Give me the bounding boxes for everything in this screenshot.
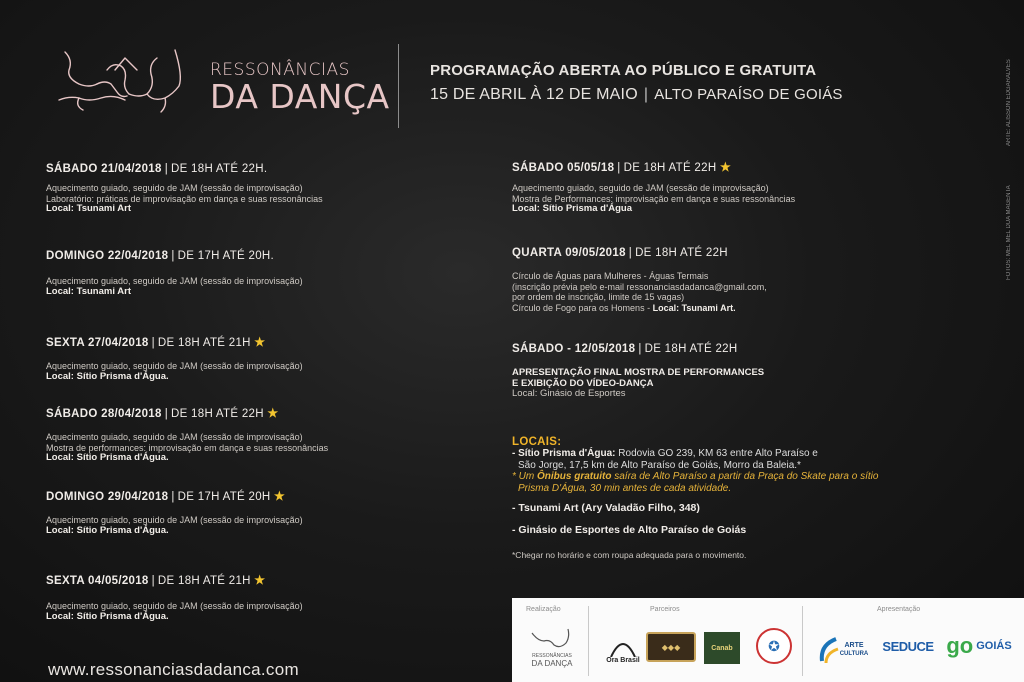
event-day: DOMINGO 29/04/2018 bbox=[46, 491, 169, 503]
brand-title bbox=[210, 60, 390, 116]
logo-brand-line1: RESSONÂNCIAS bbox=[532, 652, 572, 659]
onibus-bold: Ônibus gratuito bbox=[537, 471, 612, 482]
event-3 bbox=[46, 335, 476, 382]
star-icon: ★ bbox=[254, 335, 266, 349]
event-line: Mostra de performances: improvisação em dança e suas ressonâncias bbox=[46, 442, 329, 453]
event-time: DE 18H ATÉ 22H. bbox=[170, 163, 268, 175]
headline: PROGRAMAÇÃO ABERTA AO PÚBLICO E GRATUITA bbox=[430, 62, 817, 79]
seal-icon: ✪ bbox=[768, 637, 780, 654]
event-heading: SÁBADO 21/04/2018 | DE 18H ATÉ 22H. bbox=[46, 163, 268, 175]
canab-logo bbox=[704, 632, 740, 664]
star-icon: ★ bbox=[719, 160, 731, 174]
partner-badge-logo bbox=[646, 632, 696, 662]
onibus-rest1: saíra de Alto Paraíso a partir da Praça do Skate para o sítio bbox=[611, 471, 879, 482]
event-line: Aquecimento guiado, seguido de JAM (sessão de improvisação) bbox=[46, 183, 303, 193]
date-range: 15 DE ABRIL À 12 DE MAIO | ALTO PARAÍSO DE GOIÁS bbox=[430, 86, 843, 103]
event-time: DE 17H ATÉ 20H bbox=[177, 491, 271, 503]
goias-text: GOIÁS bbox=[976, 640, 1012, 652]
locais-section bbox=[512, 436, 982, 560]
dancer-logo-icon bbox=[55, 40, 195, 120]
seduce-text: SEDUCE bbox=[882, 638, 934, 654]
event-time: DE 18H ATÉ 22H bbox=[635, 247, 728, 259]
event-local: Local: Tsunami Art bbox=[46, 203, 131, 214]
event-day: SÁBADO 21/04/2018 bbox=[46, 163, 162, 175]
event-details bbox=[46, 601, 476, 622]
canab-text: Canab bbox=[711, 644, 733, 652]
event-5 bbox=[46, 489, 476, 536]
onibus-note bbox=[512, 471, 982, 483]
event-time: DE 18H ATÉ 22H bbox=[644, 343, 738, 355]
star-icon: ★ bbox=[274, 489, 286, 503]
prisma-addr1: Rodovia GO 239, KM 63 entre Alto Paraíso e bbox=[615, 448, 818, 459]
event-heading: QUARTA 09/05/2018 | DE 18H ATÉ 22H bbox=[512, 247, 728, 259]
event-4 bbox=[46, 406, 476, 464]
event-day: SEXTA 27/04/2018 bbox=[46, 337, 149, 349]
event-line: Aquecimento guiado, seguido de JAM (sessão de improvisação) bbox=[46, 515, 303, 525]
event-9 bbox=[512, 343, 942, 400]
ora-brasil-text: Ora Brasil bbox=[606, 656, 640, 664]
event-local: Local: Sítio Prisma d'Água. bbox=[46, 452, 169, 463]
event-line-prefix: Círculo de Fogo para os Homens - bbox=[512, 302, 653, 313]
dates-text: 15 DE ABRIL À 12 DE MAIO bbox=[430, 86, 638, 103]
event-day: QUARTA 09/05/2018 bbox=[512, 247, 626, 259]
logo-brand-line2: DA DANÇA bbox=[531, 658, 573, 668]
ginasio-address: - Ginásio de Esportes de Alto Paraíso de Goiás bbox=[512, 524, 747, 536]
event-time: DE 18H ATÉ 22H bbox=[623, 162, 717, 174]
event-day: DOMINGO 22/04/2018 bbox=[46, 250, 169, 262]
ora-brasil-logo bbox=[594, 624, 652, 674]
event-line bbox=[512, 303, 942, 314]
event-local: Local: Sítio Prisma d'Água. bbox=[46, 370, 169, 382]
event-details bbox=[46, 183, 476, 215]
divider bbox=[802, 606, 803, 676]
apresentacao-label: Apresentação bbox=[877, 606, 921, 613]
event-local: Local: Sítio Prisma d'Água. bbox=[46, 524, 169, 536]
event-line: por ordem de inscrição, limite de 15 vagas) bbox=[512, 292, 685, 302]
prisma-address-2 bbox=[512, 460, 982, 472]
event-line: Aquecimento guiado, seguido de JAM (sessão de improvisação) bbox=[46, 432, 303, 442]
event-6 bbox=[46, 573, 476, 622]
event-line: Aquecimento guiado, seguido de JAM (sessão de improvisação) bbox=[46, 601, 303, 611]
brand-line2: DA DANÇA bbox=[210, 77, 390, 116]
tsunami-address: - Tsunami Art (Ary Valadão Filho, 348) bbox=[512, 502, 700, 514]
event-line: Círculo de Águas para Mulheres - Águas Termais bbox=[512, 271, 709, 281]
locais-title: LOCAIS: bbox=[512, 436, 562, 448]
event-line: Aquecimento guiado, seguido de JAM (sessão de improvisação) bbox=[512, 183, 769, 193]
event-local: Local: Sítio Prisma d'Água bbox=[512, 203, 632, 214]
arch-icon bbox=[608, 635, 638, 657]
event-local: Local: Tsunami Art. bbox=[652, 302, 736, 313]
onibus-note-2: Prisma D'Água, 30 min antes de cada atividade. bbox=[518, 482, 732, 494]
credit-photo: FOTOS: MEL MEL DUA MAGENTA bbox=[1006, 185, 1012, 280]
event-time: DE 18H ATÉ 21H bbox=[157, 575, 251, 587]
event-7 bbox=[512, 160, 942, 215]
credit-art: ARTE: ALISSON EDGARALVES bbox=[1006, 59, 1012, 146]
dancer-logo-icon bbox=[530, 627, 574, 653]
website-link[interactable]: www.ressonanciasdadanca.com bbox=[48, 660, 299, 679]
event-day: SÁBADO 05/05/18 bbox=[512, 162, 615, 174]
arrival-note: *Chegar no horário e com roupa adequada para o movimento. bbox=[512, 550, 747, 560]
ressonancias-logo bbox=[522, 616, 582, 678]
municipal-seal-logo bbox=[756, 628, 792, 664]
event-heading: SEXTA 04/05/2018 | DE 18H ATÉ 21H ★ bbox=[46, 573, 266, 587]
onibus-prefix: * Um bbox=[512, 471, 537, 482]
star-icon: ★ bbox=[254, 573, 266, 587]
prisma-label: - Sítio Prisma d'Água: bbox=[512, 448, 616, 459]
event-details bbox=[46, 515, 476, 536]
event-line: Aquecimento guiado, seguido de JAM (sessão de improvisação) bbox=[46, 361, 303, 371]
event-title bbox=[512, 367, 942, 389]
event-local: Local: Ginásio de Esportes bbox=[512, 388, 626, 399]
sponsor-panel bbox=[512, 598, 1024, 682]
event-details bbox=[46, 432, 476, 464]
parceiros-label: Parceiros bbox=[650, 606, 680, 613]
event-heading: SÁBADO 28/04/2018 | DE 18H ATÉ 22H ★ bbox=[46, 406, 279, 420]
event-details bbox=[46, 276, 476, 297]
event-line: Laboratório: práticas de improvisação em dança e suas ressonâncias bbox=[46, 193, 323, 204]
prisma-address bbox=[512, 448, 982, 460]
prisma-addr2: São Jorge, 17,5 km de Alto Paraíso de Goiás, Morro da Baleia.* bbox=[518, 459, 801, 471]
event-details bbox=[512, 271, 942, 313]
event-day: SÁBADO 28/04/2018 bbox=[46, 408, 162, 420]
event-title-line: APRESENTAÇÃO FINAL MOSTRA DE PERFORMANCES bbox=[512, 367, 765, 378]
event-time: DE 18H ATÉ 21H bbox=[157, 337, 251, 349]
event-line: (inscrição prévia pelo e-mail ressonanciasdadanca@gmail.com, bbox=[512, 281, 767, 292]
event-day: SÁBADO - 12/05/2018 bbox=[512, 343, 636, 355]
brand-line1: RESSONÂNCIAS bbox=[210, 60, 350, 80]
event-local: Local: Sítio Prisma d'Água. bbox=[46, 610, 169, 622]
seduce-logo bbox=[878, 634, 938, 658]
go-mark-icon: go bbox=[946, 633, 974, 658]
event-heading: SEXTA 27/04/2018 | DE 18H ATÉ 21H ★ bbox=[46, 335, 266, 349]
badge-icon: ◆◆◆ bbox=[661, 642, 681, 652]
place-text: ALTO PARAÍSO DE GOIÁS bbox=[654, 86, 843, 103]
header-divider bbox=[398, 44, 399, 128]
event-details bbox=[46, 361, 476, 382]
star-icon: ★ bbox=[267, 406, 279, 420]
event-details bbox=[512, 389, 942, 400]
event-1 bbox=[46, 163, 476, 215]
divider bbox=[588, 606, 589, 676]
event-heading: DOMINGO 29/04/2018 | DE 17H ATÉ 20H ★ bbox=[46, 489, 286, 503]
event-heading: DOMINGO 22/04/2018 | DE 17H ATÉ 20H. bbox=[46, 250, 274, 262]
arte-text: ARTE bbox=[844, 642, 864, 649]
arte-cultura-logo bbox=[814, 632, 872, 668]
event-line: Aquecimento guiado, seguido de JAM (sessão de improvisação) bbox=[46, 276, 303, 286]
event-heading: SÁBADO 05/05/18 | DE 18H ATÉ 22H ★ bbox=[512, 160, 731, 174]
event-time: DE 17H ATÉ 20H. bbox=[177, 250, 274, 262]
event-heading: SÁBADO - 12/05/2018 | DE 18H ATÉ 22H bbox=[512, 343, 738, 355]
goias-logo bbox=[944, 626, 1014, 666]
cultura-text: CULTURA bbox=[839, 651, 869, 657]
event-line: Mostra de Performances: improvisação em dança e suas ressonâncias bbox=[512, 193, 796, 204]
event-time: DE 18H ATÉ 22H bbox=[170, 408, 264, 420]
event-title-line: E EXIBIÇÃO DO VÍDEO-DANÇA bbox=[512, 378, 654, 389]
realizacao-label: Realização bbox=[526, 606, 561, 613]
event-2 bbox=[46, 250, 476, 297]
event-details bbox=[512, 183, 942, 215]
swoosh-icon bbox=[818, 635, 840, 665]
event-local: Local: Tsunami Art bbox=[46, 285, 131, 297]
event-8 bbox=[512, 247, 942, 313]
event-day: SEXTA 04/05/2018 bbox=[46, 575, 149, 587]
